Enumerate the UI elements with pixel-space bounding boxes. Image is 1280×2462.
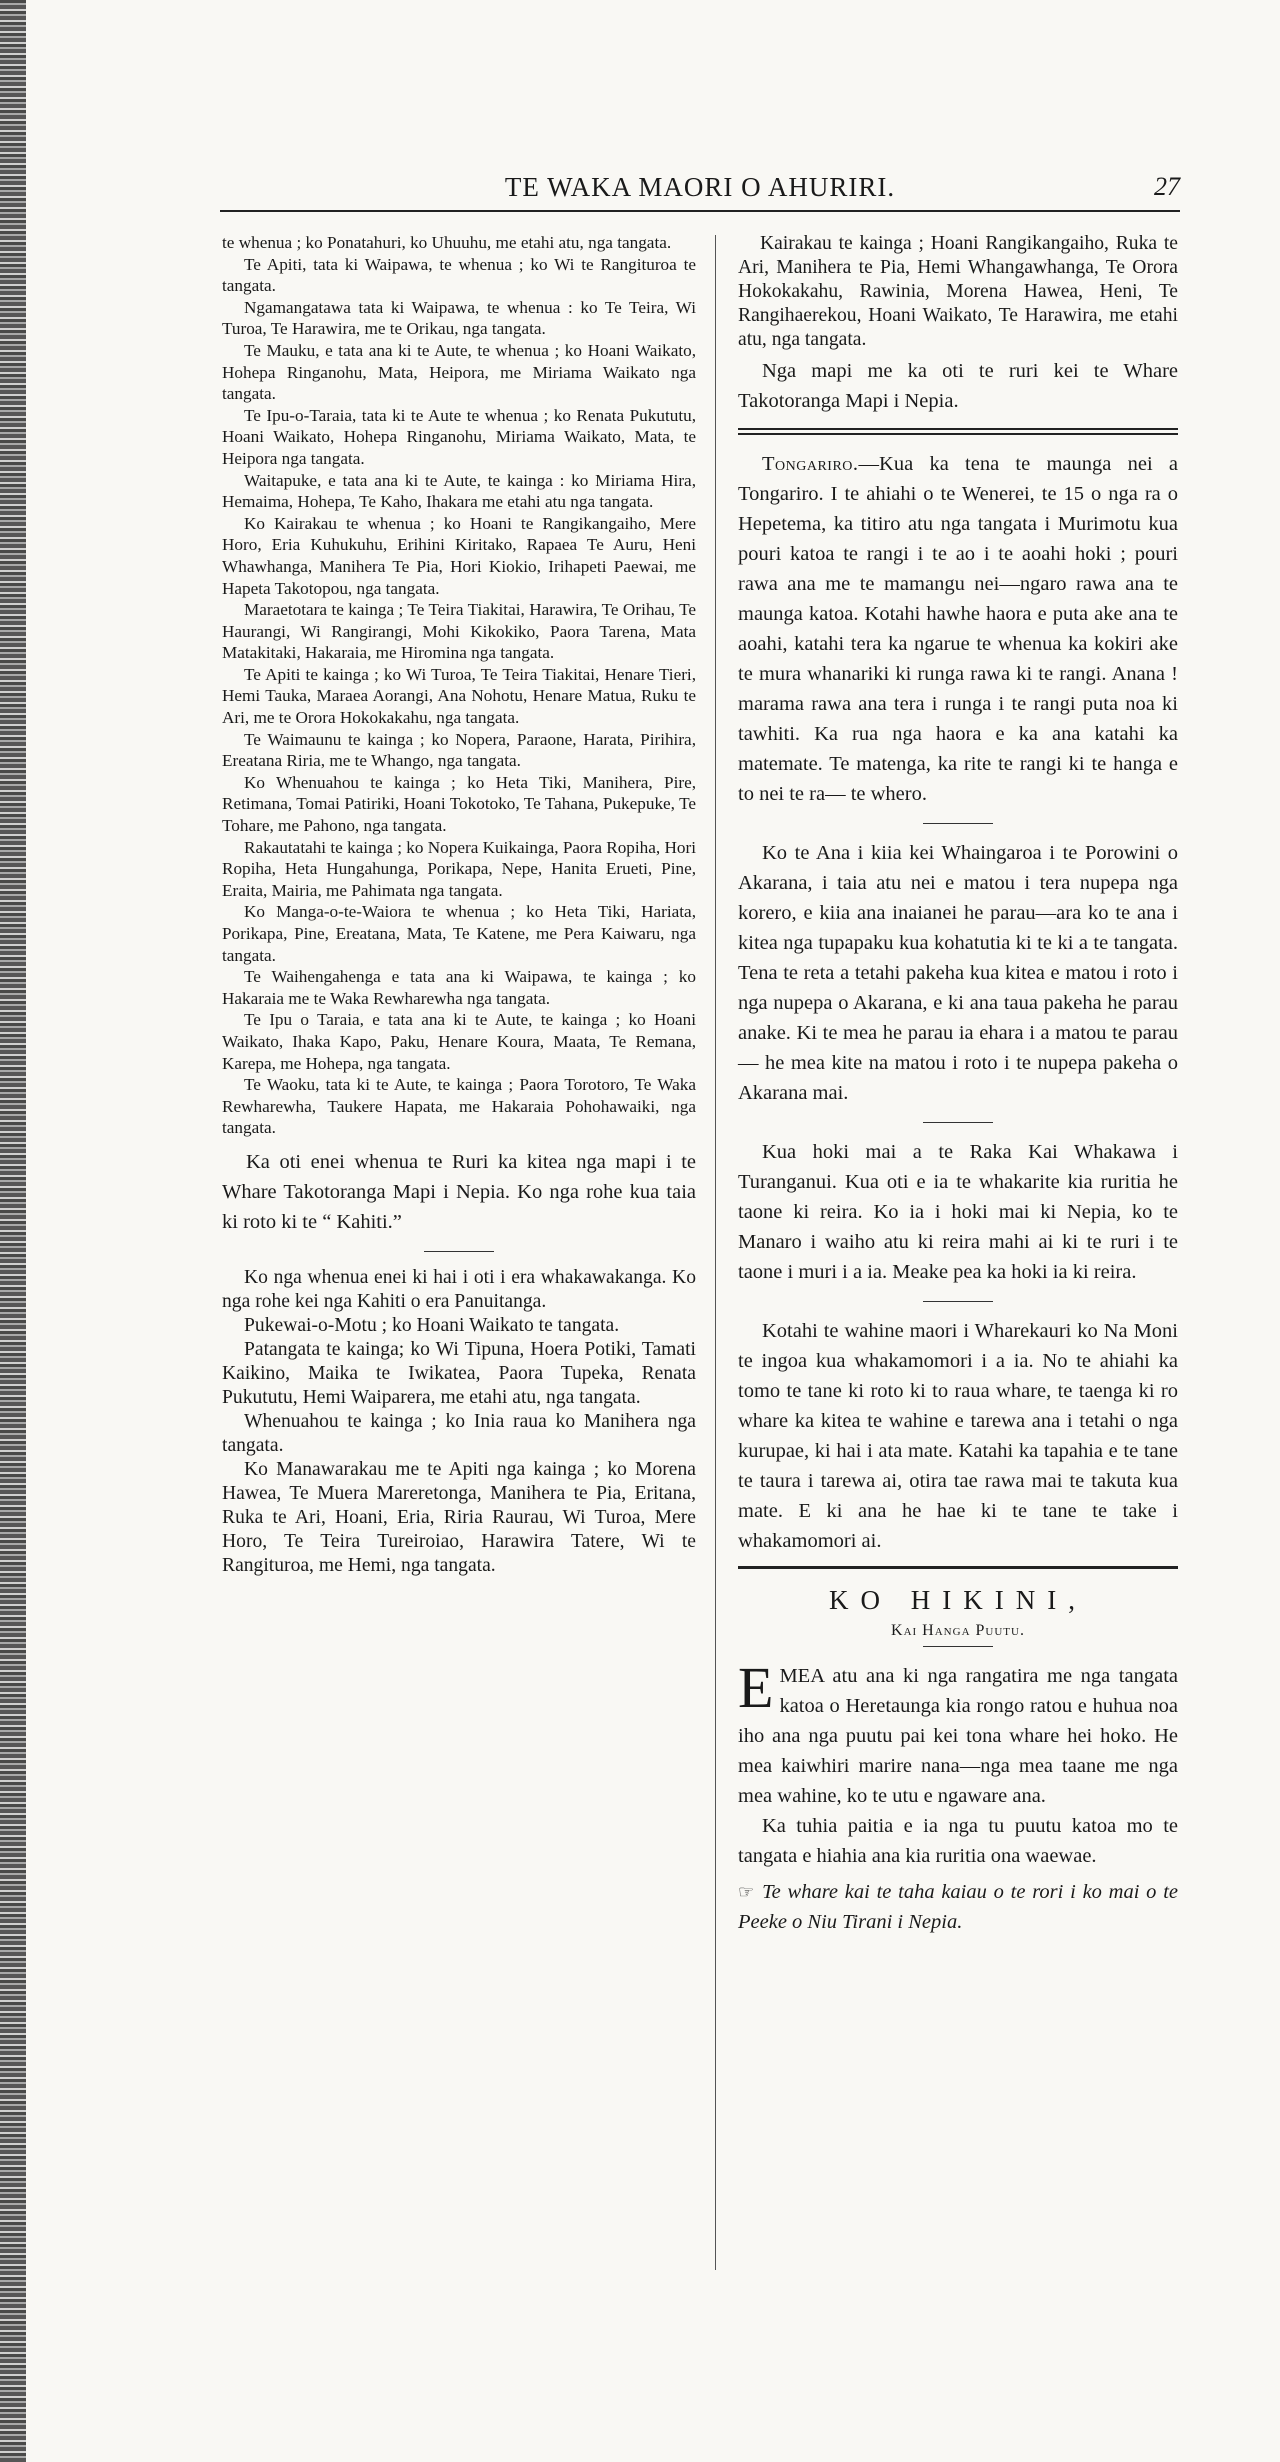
list-paragraph: Whenuahou te kainga ; ko Inia raua ko Manihera nga tangata. bbox=[222, 1410, 696, 1456]
tongariro-text: —Kua ka tena te maunga nei a Tongariro. I te ahiahi o te Wenerei, te 15 o nga ra o Hepetema, ka titiro atu nga tangata i Murimotu kua pouri katoa te rangi i te ao i te aoahi hoki ; pouri rawa ana me te mamangu nei—ngaro rawa ana te maunga katoa. Kotahi hawhe haora e puta ake ana te aoahi, katahi tera ka ngarue te whenua ka kokiri ake te mura whanariki ki runga rawa ki te rangi. Anana ! marama rawa ana tera i runga i te rangi puta noa ki tawhiti. Ka rua nga haora e ka ana katahi ka matemate. Te matenga, ka rite te rangi ki te hanga e to nei te ra— te whero. bbox=[738, 453, 1178, 805]
column-divider bbox=[715, 235, 716, 2270]
list-paragraph: te whenua ; ko Ponatahuri, ko Uhuuhu, me etahi atu, nga tangata. bbox=[222, 233, 672, 252]
left-column bbox=[222, 232, 696, 1578]
page-header bbox=[220, 172, 1180, 212]
header-rule bbox=[220, 210, 1180, 212]
binding-edge bbox=[0, 0, 26, 2462]
continued-paragraph: Kairakau te kainga ; Hoani Rangikangaiho, Ruka te Ari, Manihera te Pia, Hemi Whangawhanga, Te Orora Hokokakahu, Rawinia, Morena Hawea, Heni, Te Rangihaerekou, Hoani Waikato, Te Harawira, me etahi atu, nga tangata. bbox=[738, 233, 1178, 350]
page-number: 27 bbox=[1154, 172, 1180, 201]
short-rule bbox=[424, 1251, 494, 1252]
advert-lead-text: MEA atu ana ki nga rangatira me nga tangata katoa o Heretaunga kia rongo ratou e huhua noa iho ana nga puutu pai kei tona whare hei hoko. He mea kaiwhiri marire nana—nga mea taane me nga mea wahine, ko te utu e ngaware ana. bbox=[738, 1665, 1178, 1807]
news-paragraph: Kua hoki mai a te Raka Kai Whakawa i Turanganui. Kua oti e ia te whakarite kia ruritia he taone ki reira. Ko ia i hoki mai ki Nepia, ko te Manaro i waiho atu ki reira mahi ai ki te ruri i te taone i muri i a ia. Meake pea ka hoki ia ki reira. bbox=[738, 1141, 1178, 1283]
news-article bbox=[738, 838, 1178, 1108]
list-paragraph: Te Waimaunu te kainga ; ko Nopera, Paraone, Harata, Pirihira, Ereatana Riria, me te Whango, nga tangata. bbox=[222, 729, 696, 771]
list-paragraph: Ko Kairakau te whenua ; ko Hoani te Rangikangaiho, Mere Horo, Eria Kuhukuhu, Erihini Kiritako, Rapaea Te Auru, Heni Whawhanga, Manihera Te Pia, Hori Kiokio, Irihapeti Paewai, me Hapeta Takotopou, nga tangata. bbox=[222, 513, 696, 598]
news-paragraph: Kotahi te wahine maori i Wharekauri ko Na Moni te ingoa kua whakamomori i a ia. No te ahiahi ka tomo te tane ki roto ki to raua whare, te taenga ki ro whare ka kitea te wahine e tarewa ana i tetahi o nga kurupae, ki hai i ata mate. Katahi ka tapahia e te tane te taura i tarewa ai, otira tae rawa mai te takuta kua mate. E ki ana he hae ki te tane te take i whakamomori ai. bbox=[738, 1320, 1178, 1552]
list-paragraph: Rakautatahi te kainga ; ko Nopera Kuikainga, Paora Ropiha, Hori Ropiha, Heta Hungahunga, Porikapa, Nepe, Hanita Erueti, Pine, Eraita, Mairia, me Pahimata nga tangata. bbox=[222, 837, 696, 900]
short-rule bbox=[923, 1122, 993, 1123]
list-paragraph: Te Apiti te kainga ; ko Wi Turoa, Te Teira Tiakitai, Henare Tieri, Hemi Tauka, Maraea Aorangi, Ana Nohotu, Henare Matua, Ruku te Ari, me te Orora Hokokakahu, nga tangata. bbox=[222, 664, 696, 728]
short-rule bbox=[923, 823, 993, 824]
list-paragraph: Te Ipu o Taraia, e tata ana ki te Aute, te kainga ; ko Hoani Waikato, Ihaka Kapo, Paku, Henare Koura, Maata, Te Remana, Karepa, me Hohepa, nga tangata. bbox=[222, 1010, 696, 1073]
land-list bbox=[222, 232, 696, 1139]
list-paragraph: Te Waihengahenga e tata ana ki Waipawa, te kainga ; ko Hakaraia me te Waka Rewharewha nga tangata. bbox=[222, 967, 696, 1008]
tongariro-heading: Tongariro. bbox=[762, 453, 859, 475]
advert-hikini bbox=[738, 1585, 1178, 1937]
unfinished-list bbox=[222, 1266, 696, 1578]
short-rule bbox=[923, 1646, 993, 1647]
list-paragraph: Maraetotara te kainga ; Te Teira Tiakitai, Harawira, Te Orihau, Te Haurangi, Wi Rangirangi, Mohi Kikokiko, Paora Tarena, Mata Matakitaki, Hakaraia, me Hiromina nga tangata. bbox=[222, 600, 696, 663]
tongariro-article bbox=[738, 449, 1178, 809]
advert-note-text: Te whare kai te taha kaiau o te rori i ko mai o te Peeke o Niu Tirani i Nepia. bbox=[738, 1881, 1178, 1933]
list-paragraph: Te Ipu-o-Taraia, tata ki te Aute te whenua ; ko Renata Pukututu, Hoani Waikato, Hohepa Ringanohu, Miriama Waikato, Mata, te Heipora nga tangata. bbox=[222, 405, 696, 468]
closing-note: Nga mapi me ka oti te ruri kei te Whare Takotoranga Mapi i Nepia. bbox=[738, 360, 1178, 412]
section-intro: Ko nga whenua enei ki hai i oti i era whakawakanga. Ko nga rohe kei nga Kahiti o era Panuitanga. bbox=[222, 1266, 696, 1312]
list-paragraph: Te Mauku, e tata ana ki te Aute, te whenua ; ko Hoani Waikato, Hohepa Ringanohu, Mata, Heipora, me Miriama Waikato nga tangata. bbox=[222, 340, 696, 404]
news-article bbox=[738, 1316, 1178, 1556]
pointing-hand-icon: ☞ bbox=[738, 1882, 755, 1902]
list-paragraph: Pukewai-o-Motu ; ko Hoani Waikato te tangata. bbox=[244, 1314, 620, 1336]
advert-lead bbox=[738, 1655, 1178, 1811]
advert-note bbox=[738, 1877, 1178, 1937]
news-article bbox=[738, 1137, 1178, 1287]
double-rule bbox=[738, 428, 1178, 435]
advert-second: Ka tuhia paitia e ia nga tu puutu katoa mo te tangata e hiahia ana kia ruritia ona waewae. bbox=[738, 1815, 1178, 1867]
list-paragraph: Patangata te kainga; ko Wi Tipuna, Hoera Potiki, Tamati Kaikino, Maika te Iwikatea, Paora Tupeka, Renata Pukututu, Hemi Waiparera, me etahi atu, nga tangata. bbox=[222, 1338, 696, 1408]
summary-paragraph: Ka oti enei whenua te Ruri ka kitea nga mapi i te Whare Takotoranga Mapi i Nepia. Ko nga rohe kua taia ki roto ki te “ Kahiti.” bbox=[222, 1150, 696, 1233]
list-paragraph: Ngamangatawa tata ki Waipawa, te whenua : ko Te Teira, Wi Turoa, Te Harawira, me te Orikau, nga tangata. bbox=[222, 297, 696, 339]
advert-subtitle: Kai Hanga Puutu. bbox=[891, 1622, 1025, 1639]
list-paragraph: Ko Manga-o-te-Waiora te whenua ; ko Heta Tiki, Hariata, Porikapa, Pine, Ereatana, Mata, Te Katene, me Pera Kaiwaru, nga tangata. bbox=[222, 902, 696, 965]
list-paragraph: Te Waoku, tata ki te Aute, te kainga ; Paora Torotoro, Te Waka Rewharewha, Taukere Hapata, me Hakaraia Pohohawaiki, nga tangata. bbox=[222, 1075, 696, 1138]
running-title: TE WAKA MAORI O AHURIRI. bbox=[504, 172, 896, 202]
short-rule bbox=[923, 1301, 993, 1302]
drop-cap: E bbox=[738, 1655, 774, 1720]
news-paragraph: Ko te Ana i kiia kei Whaingaroa i te Porowini o Akarana, i taia atu nei e matou i tera nupepa nga korero, e kiia ana inaianei he parau—ara ko te ana i kitea nga tupapaku kua kohatutia ki te ki a te tangata. Tena te reta a tetahi pakeha kua kitea e matou i roto i nga nupepa o Akarana, e ki ana taua pakeha he parau anake. Ki te mea he parau ia ehara i a matou te parau— he mea kite na matou i roto i te nupepa pakeha o Akarana mai. bbox=[738, 842, 1178, 1104]
list-paragraph: Ko Manawarakau me te Apiti nga kainga ; ko Morena Hawea, Te Muera Mareretonga, Manihera te Pia, Eritana, Ruka te Ari, Hoani, Eria, Riria Raurau, Wi Turoa, Mere Horo, Te Teira Tureiroiao, Harawira Tatere, Wi te Rangituroa, me Hemi, nga tangata. bbox=[222, 1458, 696, 1576]
list-paragraph: Waitapuke, e tata ana ki te Aute, te kainga : ko Miriama Hira, Hemaima, Hohepa, Te Kaho, Ihakara me etahi atu nga tangata. bbox=[222, 470, 696, 512]
right-column bbox=[738, 232, 1178, 1937]
summary-block bbox=[222, 1147, 696, 1237]
list-paragraph: Te Apiti, tata ki Waipawa, te whenua ; ko Wi te Rangituroa te tangata. bbox=[222, 254, 696, 296]
heavy-rule bbox=[738, 1566, 1178, 1569]
advert-title: KO HIKINI, bbox=[829, 1585, 1087, 1615]
list-paragraph: Ko Whenuahou te kainga ; ko Heta Tiki, Manihera, Pire, Retimana, Tomai Patiriki, Hoani Tokotoko, Te Tahana, Pukepuke, Te Tohare, me Pahono, nga tangata. bbox=[222, 772, 696, 836]
